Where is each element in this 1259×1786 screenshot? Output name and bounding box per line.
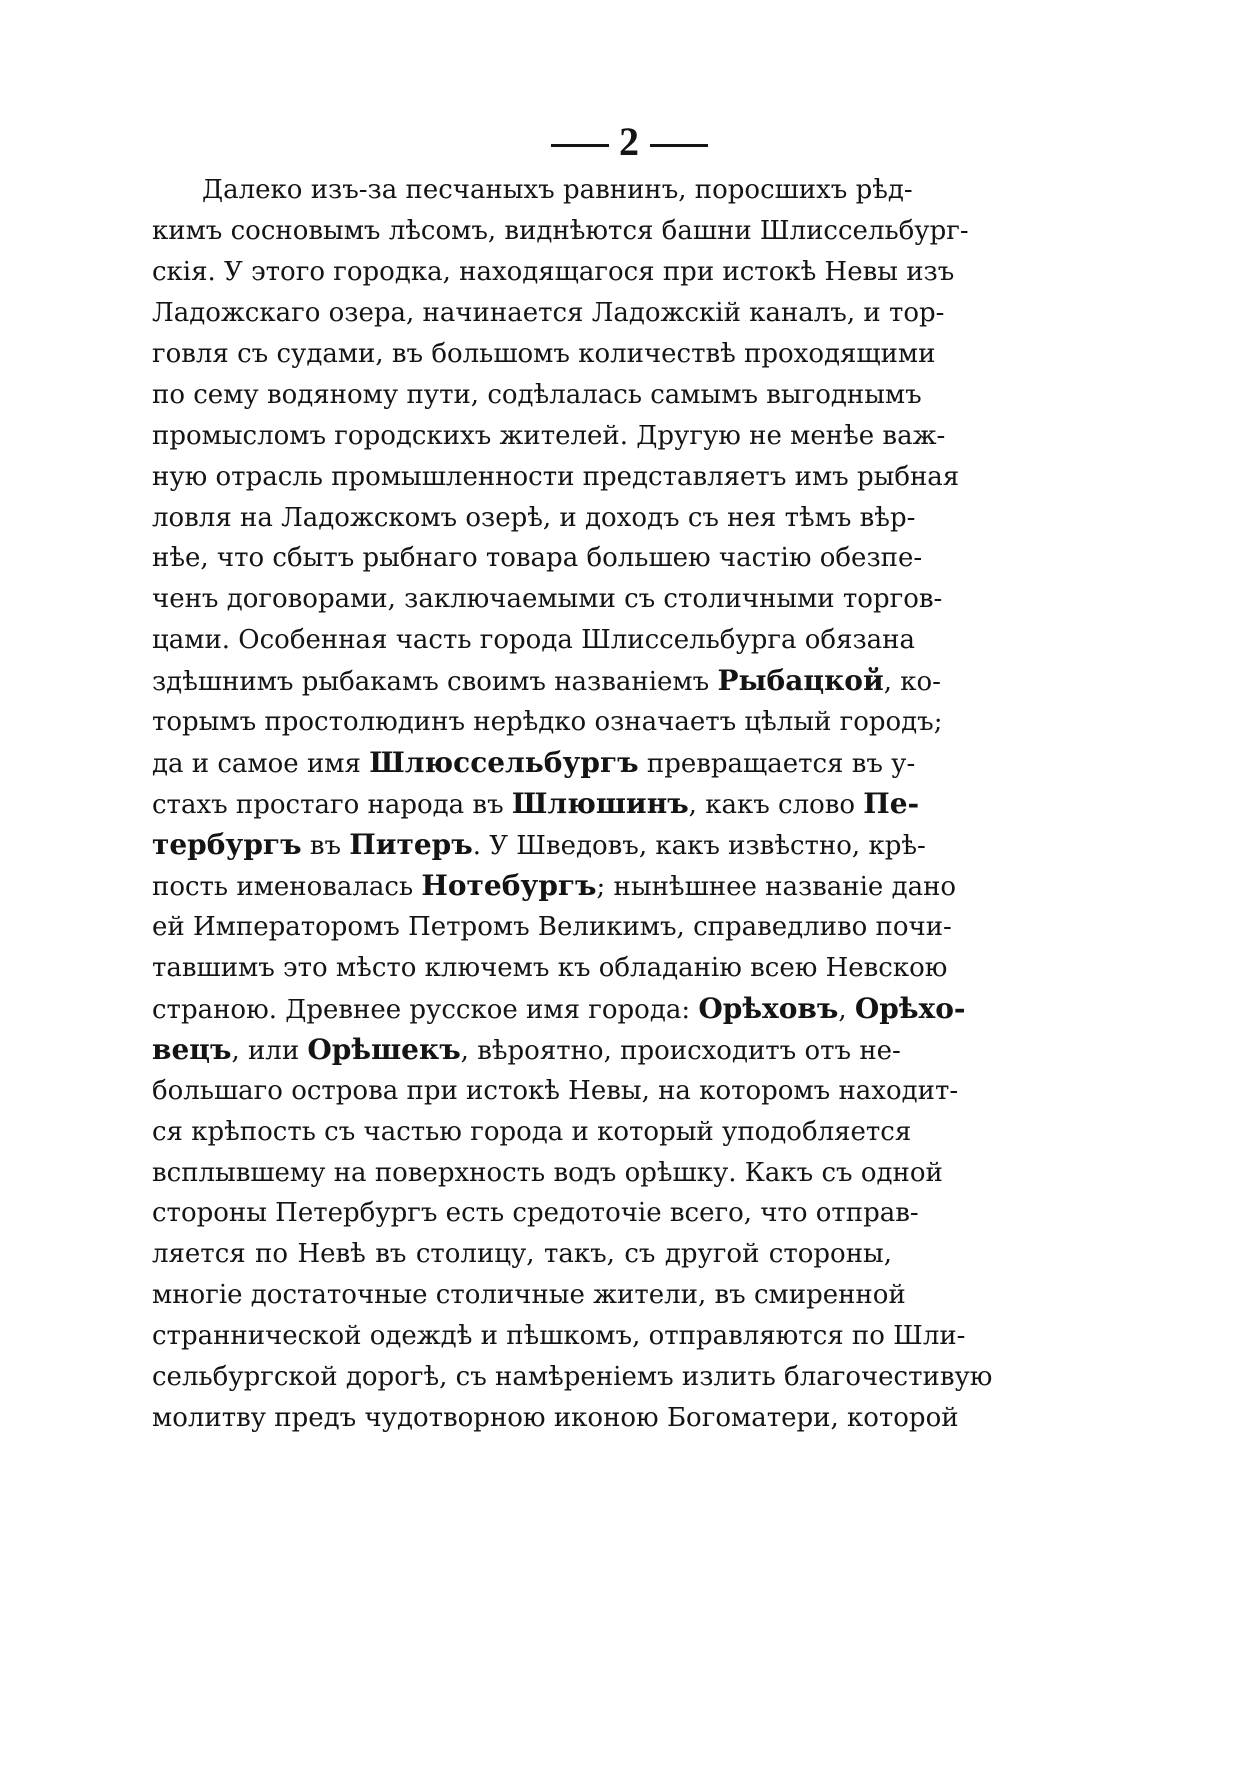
text-segment: , ко- bbox=[883, 667, 941, 698]
text-segment: Далеко изъ-за песчаныхъ равнинъ, поросшихъ рѣд- bbox=[202, 175, 913, 205]
text-segment: да и самое имя bbox=[152, 749, 370, 780]
text-segment: пость именовалась bbox=[152, 871, 422, 902]
text-segment: всплывшему на поверхность водъ орѣшку. Какъ съ одной bbox=[152, 1157, 943, 1188]
text-line bbox=[152, 538, 923, 579]
emphasized-word: Орѣшекъ bbox=[307, 1032, 461, 1066]
text-segment: ную отрасль промышленности представляетъ имъ рыбная bbox=[152, 461, 960, 492]
body-text bbox=[152, 170, 993, 1439]
text-segment: большаго острова при истокѣ Невы, на которомъ находит- bbox=[152, 1075, 959, 1106]
text-segment: , bbox=[838, 994, 855, 1025]
text-line bbox=[152, 334, 936, 375]
text-line bbox=[152, 1398, 959, 1439]
text-line bbox=[152, 1030, 901, 1071]
text-segment: ей Императоромъ Петромъ Великимъ, справедливо почи- bbox=[152, 911, 952, 942]
text-segment: страннической одеждѣ и пѣшкомъ, отправляются по Шли- bbox=[152, 1321, 966, 1352]
text-segment: , или bbox=[231, 1035, 308, 1066]
text-segment: кимъ сосновымъ лѣсомъ, виднѣются башни Шлиссельбург- bbox=[152, 215, 969, 246]
text-line bbox=[152, 293, 945, 334]
text-line bbox=[152, 907, 952, 948]
text-segment: , вѣроятно, происходитъ отъ не- bbox=[460, 1035, 901, 1066]
text-line bbox=[152, 825, 926, 866]
text-line bbox=[152, 1234, 892, 1275]
text-segment: цами. Особенная часть города Шлиссельбурга обязана bbox=[152, 625, 916, 656]
text-segment: молитву предъ чудотворною иконою Богоматери, которой bbox=[152, 1403, 959, 1434]
text-line bbox=[152, 1193, 919, 1234]
text-line bbox=[152, 702, 943, 743]
text-line bbox=[152, 416, 946, 457]
emphasized-word: Нотебургъ bbox=[421, 868, 597, 902]
text-segment: нѣе, что сбытъ рыбнаго товара большею частію обезпе- bbox=[152, 543, 923, 574]
text-segment: стороны Петербургъ есть средоточіе всего, что отправ- bbox=[152, 1198, 919, 1229]
text-line bbox=[152, 1316, 966, 1357]
emphasized-word: Питеръ bbox=[349, 828, 473, 861]
emphasized-word: Орѣхо- bbox=[854, 991, 966, 1025]
text-line bbox=[152, 1153, 943, 1194]
text-line bbox=[152, 1071, 959, 1112]
emphasized-word: Пе- bbox=[863, 787, 920, 821]
text-line bbox=[152, 1112, 912, 1153]
text-line bbox=[152, 661, 941, 702]
text-line bbox=[152, 579, 943, 620]
text-line bbox=[152, 457, 960, 498]
text-segment: стахъ простаго народа въ bbox=[152, 790, 512, 821]
text-line bbox=[152, 784, 920, 825]
text-segment: по сему водяному пути, содѣлалась самымъ выгоднымъ bbox=[152, 379, 922, 410]
text-line bbox=[152, 620, 916, 661]
text-line bbox=[152, 1357, 993, 1398]
text-line bbox=[152, 170, 913, 211]
left-rule bbox=[551, 144, 609, 147]
text-segment: говля съ судами, въ большомъ количествѣ проходящими bbox=[152, 338, 936, 369]
text-segment: ся крѣпость съ частью города и который уподобляется bbox=[152, 1116, 912, 1147]
right-rule bbox=[650, 144, 708, 147]
emphasized-word: вецъ bbox=[152, 1032, 232, 1066]
text-line bbox=[152, 252, 955, 293]
text-line bbox=[152, 498, 916, 539]
text-segment: въ bbox=[301, 831, 350, 861]
text-segment: сельбургской дорогѣ, съ намѣреніемъ излить благочестивую bbox=[152, 1362, 993, 1393]
text-segment: промысломъ городскихъ жителей. Другую не менѣе важ- bbox=[152, 420, 946, 451]
emphasized-word: Шлюссельбургъ bbox=[369, 746, 639, 780]
page-number: 2 bbox=[619, 119, 640, 164]
emphasized-word: тербургъ bbox=[152, 828, 302, 861]
emphasized-word: Шлюшинъ bbox=[511, 787, 689, 821]
text-segment: здѣшнимъ рыбакамъ своимъ названіемъ bbox=[152, 667, 718, 698]
text-segment: превращается въ у- bbox=[638, 749, 916, 780]
text-segment: ченъ договорами, заключаемыми съ столичными торгов- bbox=[152, 584, 943, 615]
text-segment: Ладожскаго озера, начинается Ладожскій каналъ, и тор- bbox=[152, 297, 945, 328]
text-line bbox=[152, 1275, 906, 1316]
text-line bbox=[152, 211, 969, 252]
text-line bbox=[152, 375, 922, 416]
text-segment: ; нынѣшнее названіе дано bbox=[596, 871, 957, 902]
text-line bbox=[152, 948, 948, 989]
text-segment: тавшимъ это мѣсто ключемъ къ обладанію всею Невскою bbox=[152, 952, 948, 983]
text-line bbox=[152, 743, 916, 784]
text-segment: торымъ простолюдинъ нерѣдко означаетъ цѣлый городъ; bbox=[152, 707, 943, 738]
emphasized-word: Орѣховъ bbox=[698, 991, 839, 1025]
text-segment: скія. У этого городка, находящагося при истокѣ Невы изъ bbox=[152, 256, 955, 287]
text-segment: страною. Древнее русское имя города: bbox=[152, 994, 699, 1025]
text-segment: ляется по Невѣ въ столицу, такъ, съ другой стороны, bbox=[152, 1239, 892, 1270]
text-segment: , какъ слово bbox=[688, 790, 864, 821]
emphasized-word: Рыбацкой bbox=[717, 664, 884, 698]
text-line bbox=[152, 866, 957, 907]
text-segment: . У Шведовъ, какъ извѣстно, крѣ- bbox=[472, 831, 926, 861]
page-number-header bbox=[0, 119, 1259, 164]
text-segment: ловля на Ладожскомъ озерѣ, и доходъ съ нея тѣмъ вѣр- bbox=[152, 502, 916, 533]
text-segment: многіе достаточные столичные жители, въ смиренной bbox=[152, 1280, 906, 1311]
text-line bbox=[152, 989, 966, 1030]
